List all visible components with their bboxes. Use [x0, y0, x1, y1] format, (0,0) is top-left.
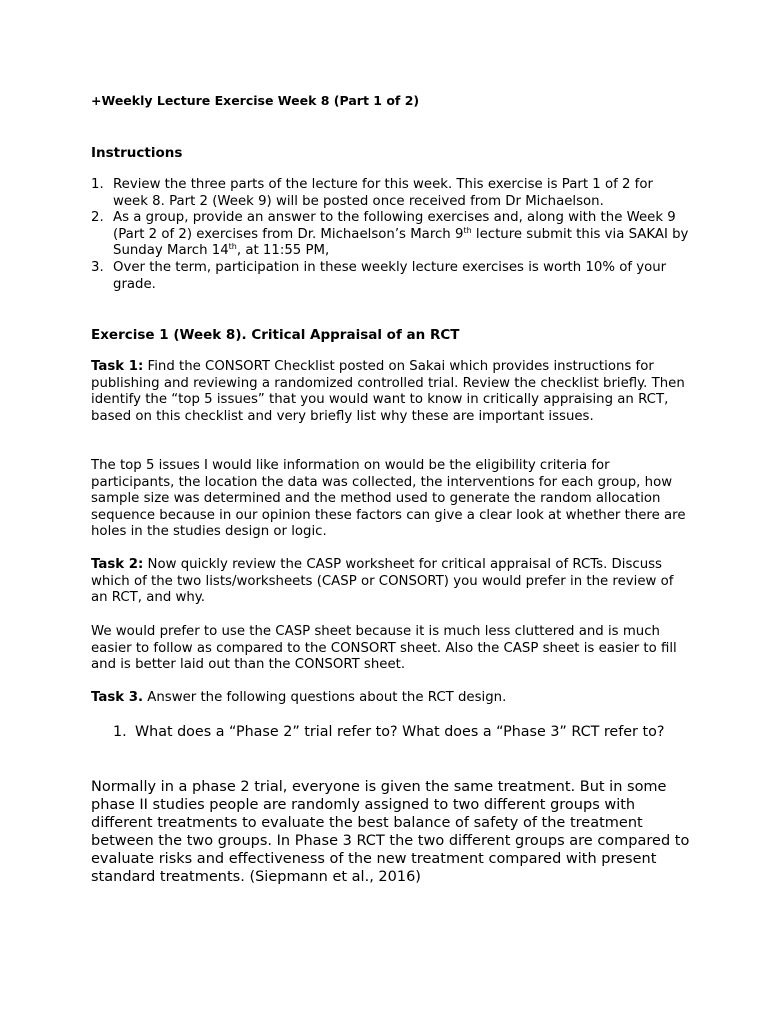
list-number: 2. [91, 210, 104, 226]
superscript: th [228, 242, 237, 252]
exercise-heading: Exercise 1 (Week 8). Critical Appraisal of an RCT [91, 327, 460, 343]
list-item-text [113, 210, 688, 258]
list-item [91, 177, 691, 210]
task1-paragraph [91, 359, 691, 425]
list-item-text-part: lecture submit this via SAKAI by Sunday March 14 [113, 226, 689, 259]
list-item-text: Review the three parts of the lecture for this week. This exercise is Part 1 of 2 for week 8. Part 2 (Week 9) will be posted once received from Dr Michaelson. [113, 177, 653, 209]
answer1-paragraph: The top 5 issues I would like information on would be the eligibility criteria for participants, the location the data was collected, the interventions for each group, how sample size was determined and the method used to generate the random allocation sequence because in our opinion these factors can give a clear look at whether there are holes in the studies design or logic. [91, 458, 686, 540]
answer2-paragraph: We would prefer to use the CASP sheet because it is much less cluttered and is much easier to follow as compared to the CONSORT sheet. Also the CASP sheet is easier to fill and is better laid out than the CONSORT sheet. [91, 624, 677, 673]
task-label: Task 3. [91, 690, 144, 705]
instructions-heading: Instructions [91, 145, 183, 161]
list-item-text-part: As a group, provide an answer to the following exercises and, along with the Week 9 (Part 2 of 2) exercises from Dr. Michaelson’s March 9 [113, 210, 676, 242]
list-number: 3. [91, 259, 104, 275]
list-item [113, 723, 693, 741]
document-title: +Weekly Lecture Exercise Week 8 (Part 1 of 2) [91, 93, 420, 108]
list-item [91, 210, 691, 260]
task-label: Task 2: [91, 557, 144, 572]
questions-list [113, 723, 693, 741]
task2-paragraph [91, 557, 691, 607]
task-text: Answer the following questions about the RCT design. [143, 690, 507, 705]
task3-paragraph [91, 690, 691, 707]
list-item [91, 260, 691, 293]
list-item-text: Over the term, participation in these weekly lecture exercises is worth 10% of your grade. [113, 259, 667, 292]
list-number: 1. [113, 724, 127, 740]
list-number: 1. [91, 177, 104, 192]
list-item-text: What does a “Phase 2” trial refer to? What does a “Phase 3” RCT refer to? [135, 724, 665, 740]
list-item-text-part: , at 11:55 PM, [236, 243, 330, 259]
task-label: Task 1: [91, 359, 144, 374]
task-text: Now quickly review the CASP worksheet for critical appraisal of RCTs. Discuss which of the two lists/worksheets (CASP or CONSORT) you would prefer in the review of an RCT, and why. [91, 557, 674, 606]
instructions-list [91, 177, 691, 293]
superscript: th [463, 225, 472, 235]
answer3-paragraph: Normally in a phase 2 trial, everyone is given the same treatment. But in some phase II studies people are randomly assigned to two different groups with different treatments to evaluate the best balance of safety of the treatment between the two groups. In Phase 3 RCT the two different groups are compared to evaluate risks and effectiveness of the new treatment compared with present standard treatments. (Siepmann et al., 2016) [91, 779, 690, 886]
task-text: Find the CONSORT Checklist posted on Sakai which provides instructions for publishing and reviewing a randomized controlled trial. Review the checklist briefly. Then identify the “top 5 issues” that you would want to know in critically appraising an RCT, based on this checklist and very briefly list why these are important issues. [91, 359, 685, 424]
